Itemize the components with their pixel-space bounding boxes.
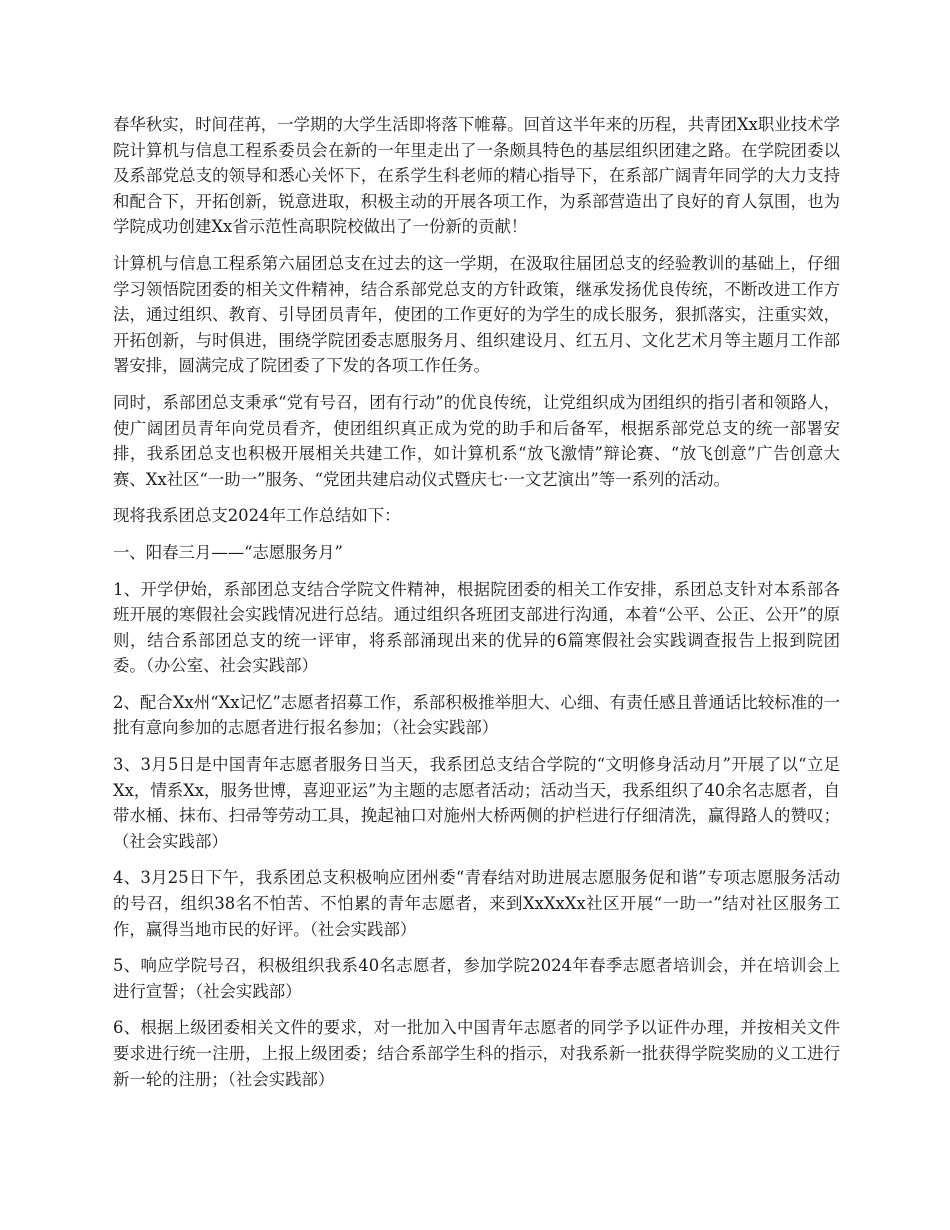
intro-paragraph: 春华秋实，时间荏苒，一学期的大学生活即将落下帷幕。回首这半年来的历程，共青团Xx职业技术学院计算机与信息工程系委员会在新的一年里走出了一条颇具特色的基层组织团建之路。在学院团委以及系部党总支的领导和悉心关怀下，在系学生科老师的精心指导下，在系部广阔青年同学的大力支持和配合下，开拓创新，锐意进取，积极主动的开展各项工作，为系部营造出了良好的育人氛围，也为学院成功创建Xx省示范性高职院校做出了一份新的贡献！ — [113, 115, 840, 237]
list-item-4: 4、3月25日下午，我系团总支积极响应团州委“青春结对助进展志愿服务促和谐”专项志愿服务活动的号召，组织38名不怕苦、不怕累的青年志愿者，来到XxXxXx社区开展“一助一”结对社区服务工作，赢得当地市民的好评。（社会实践部） — [113, 868, 840, 939]
list-item-2: 2、配合Xx州“Xx记忆”志愿者招募工作，系部积极推举胆大、心细、有责任感且普通话比较标准的一批有意向参加的志愿者进行报名参加；（社会实践部） — [113, 692, 840, 738]
summary-intro-paragraph: 现将我系团总支2024年工作总结如下： — [113, 506, 401, 526]
list-item-1: 1、开学伊始，系部团总支结合学院文件精神，根据院团委的相关工作安排，系团总支针对本系部各班开展的寒假社会实践情况进行总结。通过组织各班团支部进行沟通，本着“公平、公正、公开”的原则，结合系部团总支的统一评审，将系部涌现出来的优异的6篇寒假社会实践调查报告上报到院团委。（办公室、社会实践部） — [113, 579, 840, 676]
party-building-paragraph: 同时，系部团总支秉承“党有号召，团有行动”的优良传统，让党组织成为团组织的指引者和领路人，使广阔团员青年向党员看齐，使团组织真正成为党的助手和后备军，根据系部党总支的统一部署安排，我系团总支也积极开展相关共建工作，如计算机系“放飞激情”辩论赛、“放飞创意”广告创意大赛、Xx社区“一助一”服务、“党团共建启动仪式暨庆七·一文艺演出”等一系列的活动。 — [113, 392, 840, 489]
list-item-3: 3、3月5日是中国青年志愿者服务日当天，我系团总支结合学院的“文明修身活动月”开展了以“立足Xx，情系Xx，服务世博，喜迎亚运”为主题的志愿者活动；活动当天，我系组织了40余名志愿者，自带水桶、抹布、扫帚等劳动工具，挽起袖口对施州大桥两侧的护栏进行仔细清洗，赢得路人的赞叹；（社会实践部） — [113, 755, 840, 851]
background-paragraph: 计算机与信息工程系第六届团总支在过去的这一学期，在汲取往届团总支的经验教训的基础上，仔细学习领悟院团委的相关文件精神，结合系部党总支的方针政策，继承发扬优良传统，不断改进工作方法，通过组织、教育、引导团员青年，使团的工作更好的为学生的成长服务，狠抓落实，注重实效，开拓创新，与时俱进，围绕学院团委志愿服务月、组织建设月、红五月、文化艺术月等主题月工作部署安排，圆满完成了院团委了下发的各项工作任务。 — [113, 253, 840, 376]
list-item-5: 5、响应学院号召，积极组织我系40名志愿者，参加学院2024年春季志愿者培训会，并在培训会上进行宣誓；（社会实践部） — [113, 956, 840, 1001]
section-heading-volunteer-month: 一、阳春三月——“志愿服务月” — [113, 542, 343, 562]
document-page — [113, 112, 840, 1103]
list-item-6: 6、根据上级团委相关文件的要求，对一批加入中国青年志愿者的同学予以证件办理，并按相关文件要求进行统一注册，上报上级团委；结合系部学生科的指示，对我系新一批获得学院奖励的义工进行新一轮的注册；（社会实践部） — [113, 1018, 840, 1089]
